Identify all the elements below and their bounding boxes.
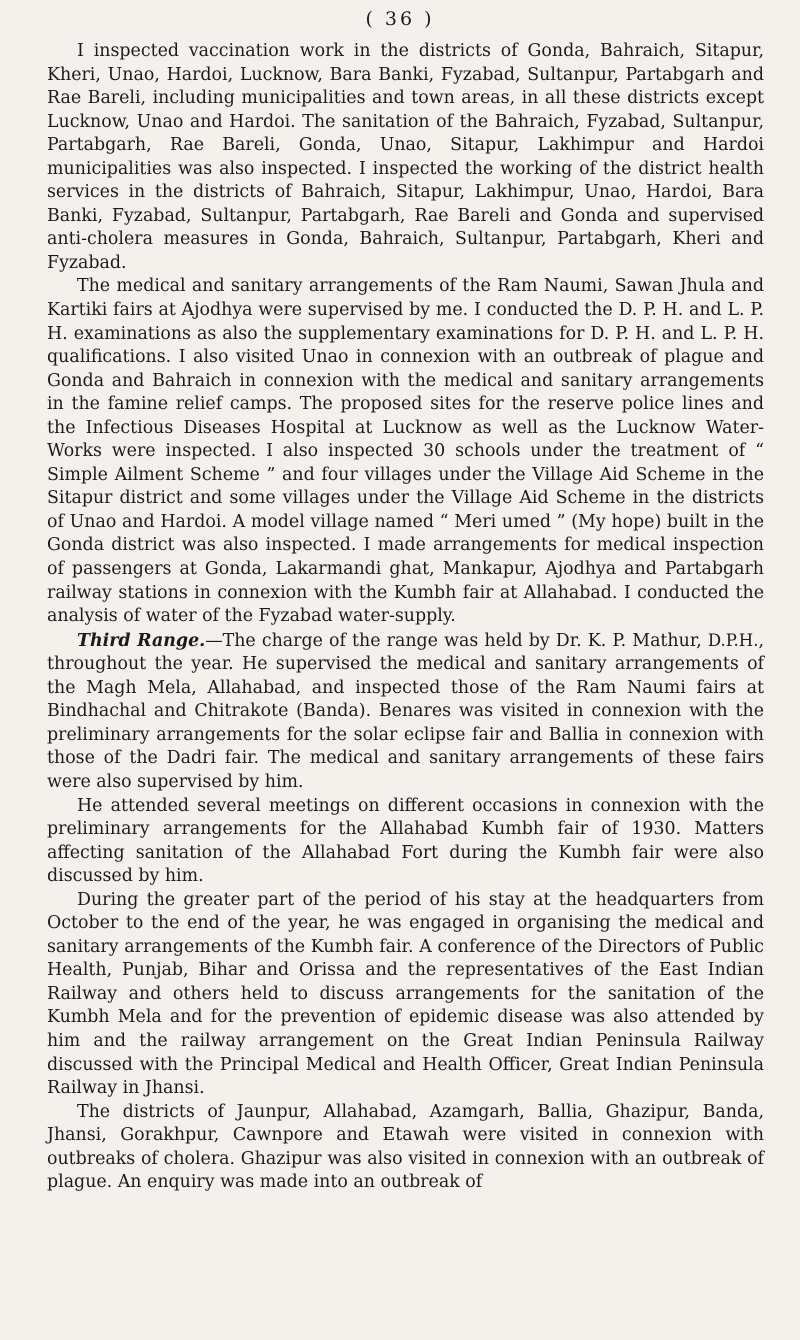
paragraph-fairs-and-examinations: The medical and sanitary arrangements of the Ram Naumi, Sawan Jhula and Kartiki fairs at Ajodhya were supervised by me. I conducted the D. P. H. and L. P. H. examinations as also the supplementary examinations for D. P. H. and L. P. H. qualifications. I also visited Unao in connexion with an outbreak of plague and Gonda and Bahraich in connexion with the medical and sanitary arrangements in the famine relief camps. The proposed sites for the reserve police lines and the Infectious Diseases Hospital at Lucknow as well as the Lucknow Water-Works were inspected. I also inspected 30 schools under the treatment of “ Simple Ailment Scheme ” and four villages under the Village Aid Scheme in the Sitapur district and some villages under the Village Aid Scheme in the districts of Unao and Hardoi. A model village named “ Meri umed ” (My hope) built in the Gonda district was also inspected. I made arrangements for medical inspection of passengers at Gonda, Lakarmandi ghat, Mankapur, Ajodhya and Partabgarh railway stations in connexion with the Kumbh fair at Allahabad. I conducted the analysis of water of the Fyzabad water-supply. [47, 276, 764, 627]
paragraph-kumbh-meetings: He attended several meetings on different occasions in connexion with the preliminary arrangements for the Allahabad Kumbh fair of 1930. Matters affecting sanitation of the Allahabad Fort during the Kumbh fair were also discussed by him. [47, 795, 764, 887]
third-range-text-rest: , throughout the year. He supervised the medical and sanitary arrangements of the Magh Mela, Allahabad, and inspected those of the Ram Naumi fairs at Bindhachal and Chitrakote (Banda). Benares was visited in connexion with the preliminary arrangements for the solar eclipse fair and Ballia in connexion with those of the Dadri fair. The medical and sanitary arrangements of these fairs were also supervised by him. [47, 630, 764, 792]
body-text [47, 40, 764, 1195]
page-number: ( 36 ) [365, 8, 435, 30]
paragraph-third-range [47, 629, 764, 795]
paragraph-vaccination-inspection: I inspected vaccination work in the districts of Gonda, Bahraich, Sitapur, Kheri, Unao, Hardoi, Lucknow, Bara Banki, Fyzabad, Sultanpur, Partabgarh and Rae Bareli, including municipalities and town areas, in all these districts except Lucknow, Unao and Hardoi. The sanitation of the Bahraich, Fyzabad, Sultanpur, Partabgarh, Rae Bareli, Gonda, Unao, Sitapur, Lakhimpur and Hardoi municipalities was also inspected. I inspected the working of the district health services in the districts of Bahraich, Sitapur, Lakhimpur, Unao, Hardoi, Bara Banki, Fyzabad, Sultanpur, Partabgarh, Rae Bareli and Gonda and supervised anti-cholera measures in Gonda, Bahraich, Sultanpur, Partabgarh, Kheri and Fyzabad. [47, 41, 764, 273]
third-range-text-start: The charge of the range was held by Dr. K. P. Mathur, [222, 630, 708, 651]
heading-dash: — [205, 630, 223, 651]
paragraph-headquarters-period: During the greater part of the period of his stay at the headquarters from October to the end of the year, he was engaged in organising the medical and sanitary arrangements of the Kumbh fair. A conference of the Directors of Public Health, Punjab, Bihar and Orissa and the representatives of the East Indian Railway and others held to discuss arrangements for the sanitation of the Kumbh Mela and for the prevention of epidemic disease was also attended by him and the railway arrangement on the Great Indian Peninsula Railway discussed with the Principal Medical and Health Officer, Great Indian Peninsula Railway in Jhansi. [47, 889, 764, 1099]
section-heading-third-range: Third Range. [77, 630, 206, 651]
qualification-abbreviation: D.P.H. [707, 630, 759, 650]
paragraph-cholera-outbreaks: The districts of Jaunpur, Allahabad, Azamgarh, Ballia, Ghazipur, Banda, Jhansi, Gorakhpur, Cawnpore and Etawah were visited in connexion with outbreaks of cholera. Ghazipur was also visited in connexion with an outbreak of plague. An enquiry was made into an outbreak of [47, 1101, 764, 1193]
